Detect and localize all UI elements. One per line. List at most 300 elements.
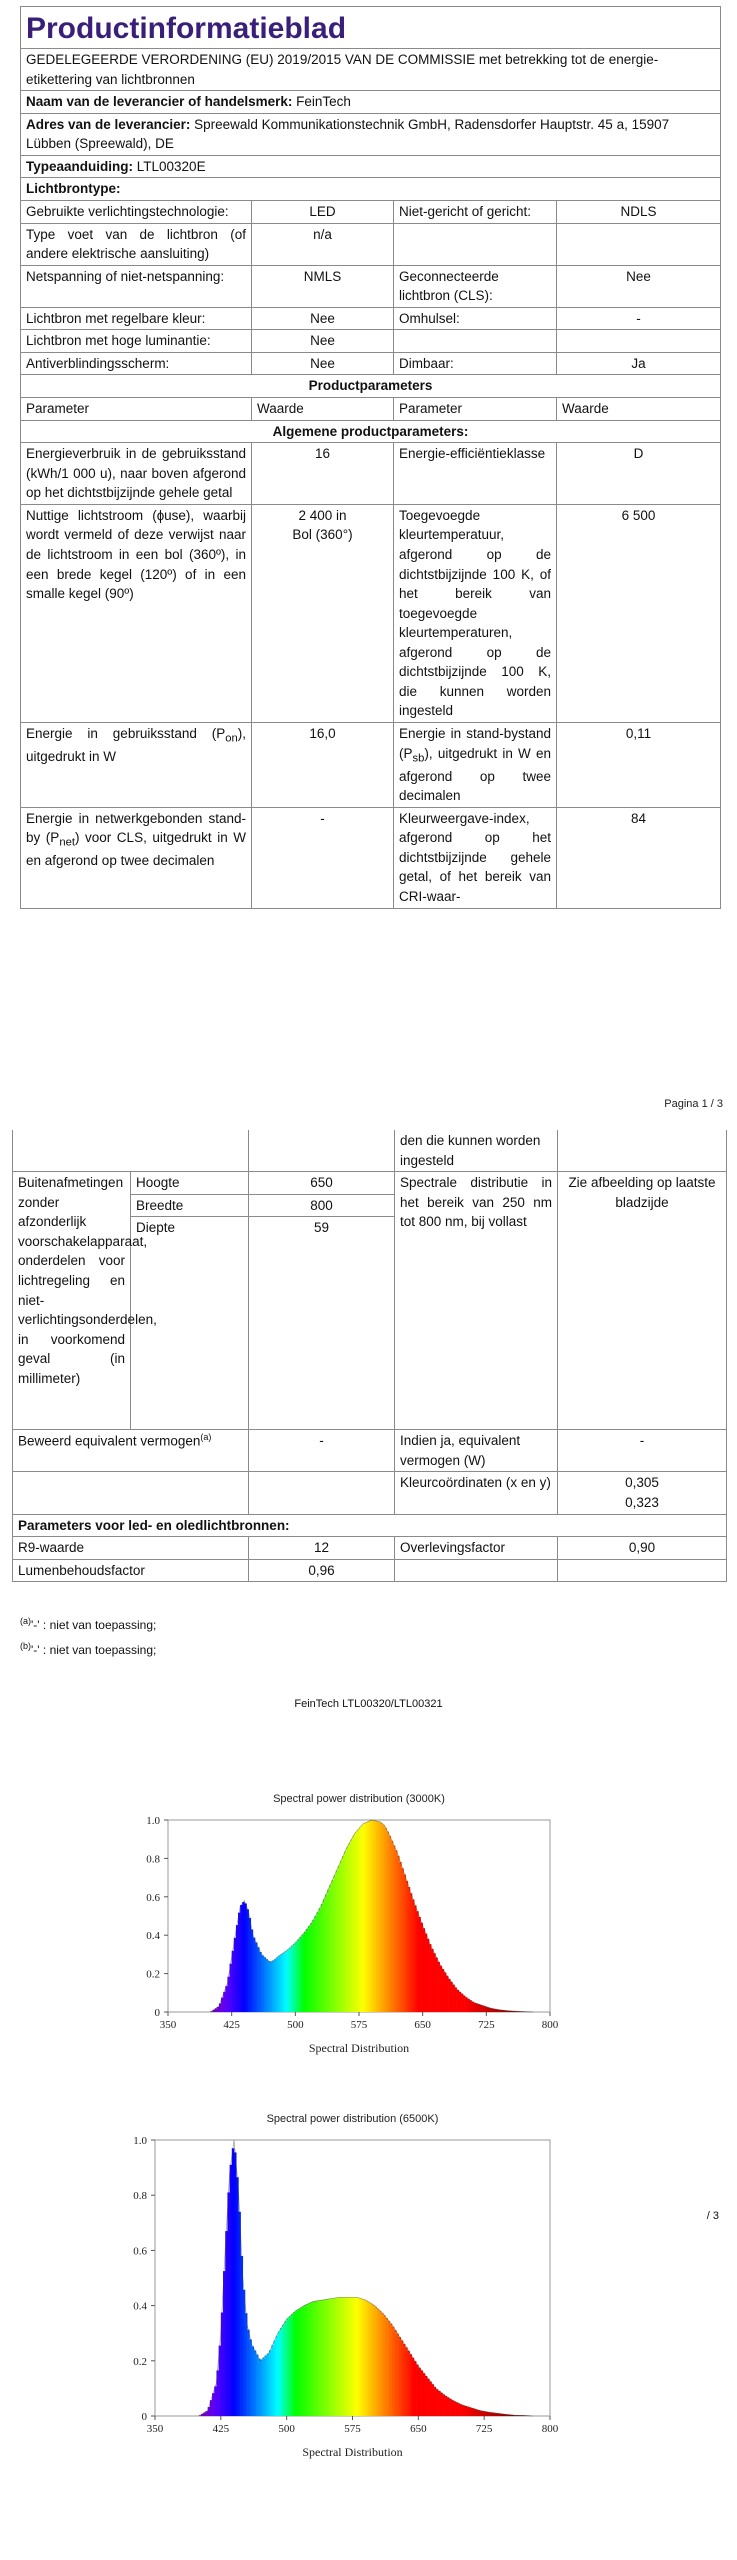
spectrum-bar — [258, 2359, 260, 2416]
spectrum-bar — [353, 1835, 355, 2012]
empty-cell — [395, 1559, 558, 1582]
survival-value: 0,90 — [558, 1537, 727, 1560]
chroma-x: 0,305 — [625, 1475, 659, 1491]
spectrum-bar — [302, 2306, 304, 2416]
hlls-label: Lichtbron met hoge luminantie: — [21, 330, 252, 353]
spectrum-bar — [446, 1976, 448, 2012]
spectrum-bar — [381, 2313, 383, 2416]
spectrum-bar — [261, 1955, 263, 2012]
spectrum-bar — [374, 2307, 376, 2416]
spectrum-bar — [337, 2297, 339, 2416]
spectrum-bar — [236, 2177, 238, 2416]
spectrum-bar — [469, 2000, 471, 2012]
x-tick-label: 650 — [414, 2019, 431, 2031]
product-params-heading: Productparameters — [21, 375, 721, 398]
spectrum-bar — [329, 1885, 331, 2012]
energy-label: Energieverbruik in de gebruiksstand (kWh/1 000 u), naar boven afgerond op het dichtstbijzijnde gehele getal — [21, 443, 252, 505]
spectrum-bar — [317, 2301, 319, 2416]
spectrum-bar — [320, 2300, 322, 2416]
spectrum-bar — [397, 1856, 399, 2012]
chroma-value — [558, 1472, 727, 1514]
nondir-value: NDLS — [557, 200, 721, 223]
y-tick-label: 0 — [154, 2007, 160, 2019]
spectrum-bar — [327, 1890, 329, 2012]
spectrum-bar — [458, 2403, 460, 2416]
spectrum-bar — [315, 2301, 317, 2416]
nondir-label: Niet-gericht of gericht: — [394, 200, 557, 223]
spectrum-bar — [392, 2327, 394, 2416]
envelope-value: - — [557, 307, 721, 330]
cri-value: 84 — [557, 807, 721, 908]
spectrum-bar — [234, 1938, 236, 2012]
height-value: 650 — [249, 1172, 395, 1195]
dim-value: Ja — [557, 352, 721, 375]
light-source-type-heading: Lichtbrontype: — [21, 178, 721, 201]
spectrum-bar — [425, 2376, 427, 2416]
spd-label: Spectrale distributie in het bereik van 250 nm tot 800 nm, bij vollast — [395, 1172, 558, 1430]
spectrum-bar — [298, 2309, 300, 2416]
empty-cell — [13, 1130, 249, 1172]
spectrum-bar — [359, 2298, 361, 2416]
product-info-table-2 — [12, 1130, 727, 1582]
psb-value: 0,11 — [557, 723, 721, 808]
spectrum-bar — [308, 1926, 310, 2012]
spectrum-bar — [469, 2407, 471, 2416]
spectrum-bar — [473, 2409, 475, 2416]
spectrum-bar — [355, 2297, 357, 2416]
spectrum-bar — [431, 1949, 433, 2012]
spectrum-bar — [379, 2311, 381, 2416]
spectrum-bar — [363, 1823, 365, 2012]
spectrum-bar — [433, 1953, 435, 2012]
spectrum-bar — [459, 1992, 461, 2012]
spectrum-bar — [313, 2301, 315, 2416]
spectrum-bar — [370, 1820, 372, 2012]
x-tick-label: 500 — [287, 2019, 304, 2031]
lumen-label: Lumenbehoudsfactor — [13, 1559, 249, 1582]
x-tick-label: 650 — [410, 2423, 427, 2435]
chroma-label: Kleurcoördinaten (x en y) — [395, 1472, 558, 1514]
spectrum-bar — [448, 1979, 450, 2012]
spectrum-bar — [249, 1918, 251, 2012]
flux-label: Nuttige lichtstroom (ɸuse), waarbij wordt vermeld of deze verwijst naar de lichtstroom in een bol (360º), in een brede kegel (120º) of in een smalle kegel (90º) — [21, 504, 252, 722]
spectrum-bar — [336, 1870, 338, 2012]
col-param-header: Parameter — [21, 398, 252, 421]
spectrum-bar — [471, 2408, 473, 2416]
spectrum-bar — [245, 2313, 247, 2416]
x-tick-label: 425 — [212, 2423, 230, 2435]
spectrum-bar — [427, 2379, 429, 2416]
x-axis-label: Spectral Distribution — [308, 2041, 410, 2055]
spectrum-bar — [414, 2361, 416, 2416]
spectrum-bar — [355, 1832, 357, 2012]
spectrum-bar — [391, 1841, 393, 2012]
y-tick-label: 0.4 — [133, 2300, 147, 2313]
spectrum-bar — [276, 2336, 278, 2416]
spectrum-bar — [449, 2399, 451, 2416]
spectrum-bar — [486, 2412, 488, 2416]
survival-label: Overlevingsfactor — [395, 1537, 558, 1560]
spectrum-bar — [238, 2212, 240, 2416]
spectrum-bar — [271, 2345, 273, 2416]
spectrum-bar — [306, 2304, 308, 2416]
spectrum-bar — [491, 2413, 493, 2416]
spectrum-bar — [440, 1966, 442, 2012]
spectrum-bar — [366, 2301, 368, 2416]
spectrum-bar — [344, 1851, 346, 2012]
spectrum-bar — [346, 1847, 348, 2012]
col-param-header: Parameter — [394, 398, 557, 421]
spectrum-bar — [463, 1996, 465, 2012]
spectrum-bar — [442, 2394, 444, 2416]
spectrum-bar — [418, 1917, 420, 2012]
spectrum-bar — [284, 2321, 286, 2416]
spectrum-bar — [238, 1913, 240, 2012]
spectrum-bar — [280, 2328, 282, 2416]
spectrum-bar — [223, 1992, 225, 2012]
side-page-marker: / 3 — [706, 2210, 719, 2222]
spectrum-bar — [289, 1948, 291, 2012]
y-tick-label: 0.6 — [133, 2245, 147, 2258]
x-tick-label: 500 — [278, 2423, 295, 2435]
spectrum-bar — [438, 1962, 440, 2012]
spectrum-bar — [464, 2406, 466, 2416]
spectrum-bar — [376, 1821, 378, 2012]
spectrum-bar — [264, 1957, 266, 2012]
spectrum-bar — [287, 2318, 289, 2416]
spectrum-bar — [346, 2297, 348, 2416]
x-tick-label: 425 — [223, 2019, 240, 2031]
hlls-value: Nee — [252, 330, 394, 353]
spectrum-bar — [465, 1997, 467, 2012]
spectrum-bar — [291, 2314, 293, 2416]
col-value-header: Waarde — [252, 398, 394, 421]
spectrum-bar — [249, 2339, 251, 2416]
spectrum-bar — [453, 2401, 455, 2416]
spectrum-bar — [450, 1982, 452, 2012]
spectrum-bar — [331, 2299, 333, 2416]
spectrum-bar — [272, 1961, 274, 2012]
spectrum-bar — [278, 1956, 280, 2012]
empty-cell — [558, 1130, 727, 1172]
model-value: LTL00320E — [136, 158, 206, 174]
cls-value: Nee — [557, 265, 721, 307]
spectrum-bar — [309, 2303, 311, 2416]
width-value: 800 — [249, 1194, 395, 1217]
spectrum-bar — [471, 2002, 473, 2012]
spectrum-bar — [326, 2299, 328, 2416]
cri-label-cont: den die kunnen worden ingesteld — [395, 1130, 558, 1172]
spectrum-bar — [340, 1861, 342, 2012]
spectrum-bar — [478, 2004, 480, 2012]
spectrum-bar — [435, 1958, 437, 2012]
depth-label: Diepte — [131, 1217, 249, 1430]
lumen-value: 0,96 — [249, 1559, 395, 1582]
spectrum-bar — [232, 1951, 234, 2012]
product-info-table-1 — [20, 6, 721, 909]
spectrum-bar — [406, 1881, 408, 2012]
spectrum-bar — [378, 1822, 380, 2012]
spectrum-bar — [321, 1904, 323, 2012]
spectrum-bar — [414, 1905, 416, 2012]
supplier-address-value: Spreewald Kommunikationstechnik GmbH, Radensdorfer Hauptstr. 45 a, 15907 Lübben (Spreewald), DE — [26, 116, 670, 152]
y-tick-label: 0.2 — [146, 1968, 160, 1981]
spectrum-bar — [423, 1928, 425, 2012]
spectrum-bar — [412, 2358, 414, 2416]
r9-value: 12 — [249, 1537, 395, 1560]
spectrum-bar — [230, 1964, 232, 2012]
spectrum-bar — [247, 2330, 249, 2416]
spectrum-bar — [401, 1868, 403, 2012]
spectrum-bar — [363, 2300, 365, 2416]
x-tick-label: 350 — [159, 2019, 177, 2031]
x-axis-label: Spectral Distribution — [302, 2445, 403, 2459]
spectrum-bar — [335, 2298, 337, 2416]
model-caption: FeinTech LTL00320/LTL00321 — [294, 1698, 443, 1710]
spectrum-bar — [342, 2297, 344, 2416]
spectrum-bar — [319, 1908, 321, 2012]
x-tick-label: 725 — [478, 2019, 495, 2031]
class-value: D — [557, 443, 721, 505]
spectrum-bar — [254, 2350, 256, 2416]
energy-value: 16 — [252, 443, 394, 505]
spectrum-bar — [338, 1866, 340, 2012]
supplier-address-row — [21, 113, 721, 155]
spectrum-bar — [251, 1929, 253, 2012]
y-tick-label: 0.6 — [146, 1891, 160, 1904]
spectrum-bar — [278, 2331, 280, 2416]
spectrum-bar — [256, 2355, 258, 2416]
spectrum-bar — [331, 1880, 333, 2012]
spectrum-bar — [461, 1994, 463, 2012]
spectrum-bar — [382, 1825, 384, 2012]
spectrum-bar — [462, 2405, 464, 2416]
spectrum-bar — [421, 2370, 423, 2416]
spectrum-bar — [445, 2396, 447, 2416]
spectrum-bar — [380, 1823, 382, 2012]
equiv-value: - — [249, 1430, 395, 1472]
mains-value: NMLS — [252, 265, 394, 307]
spectrum-bar — [255, 1942, 257, 2012]
spectrum-bar — [436, 2389, 438, 2416]
pon-value: 16,0 — [252, 723, 394, 808]
spectrum-bar — [444, 1972, 446, 2012]
spectrum-bar — [322, 2300, 324, 2416]
spd-chart-6500k — [117, 2110, 587, 2470]
spectrum-bar — [387, 1832, 389, 2012]
page-2 — [0, 1130, 737, 2560]
height-label: Hoogte — [131, 1172, 249, 1195]
spectrum-bar — [214, 2386, 216, 2416]
spectrum-bar — [407, 2351, 409, 2416]
spectrum-bar — [423, 2373, 425, 2416]
spectrum-bar — [306, 1929, 308, 2012]
spectrum-bar — [383, 2315, 385, 2416]
spectrum-bar — [457, 1990, 459, 2012]
footnote-a: $^{(a)}$'-' : niet van toepassing; — [20, 1616, 157, 1632]
spectrum-bar — [372, 2305, 374, 2416]
spectrum-bar — [311, 2302, 313, 2416]
empty-cell — [558, 1559, 727, 1582]
spectrum-bar — [304, 1932, 306, 2012]
spectrum-bar — [230, 2165, 232, 2416]
spectrum-bar — [302, 1934, 304, 2012]
spectrum-bar — [310, 1923, 312, 2012]
spectrum-bar — [267, 2354, 269, 2416]
x-tick-label: 725 — [475, 2423, 493, 2435]
spectrum-bar — [476, 2003, 478, 2012]
spectrum-bar — [325, 1894, 327, 2012]
spectrum-bar — [312, 1920, 314, 2012]
x-tick-label: 800 — [541, 2423, 559, 2435]
x-tick-label: 800 — [541, 2019, 559, 2031]
regulation-text: GEDELEGEERDE VERORDENING (EU) 2019/2015 VAN DE COMMISSIE met betrekking tot de energie-etikettering van lichtbronnen — [21, 49, 721, 91]
spectrum-bar — [274, 2340, 276, 2416]
spectrum-bar — [285, 1951, 287, 2012]
supplier-name-value: FeinTech — [296, 94, 351, 110]
spectrum-bar — [257, 1947, 259, 2012]
spectrum-bar — [276, 1957, 278, 2012]
spectrum-bar — [399, 1862, 401, 2012]
spectrum-bar — [287, 1950, 289, 2012]
empty-cell — [394, 223, 557, 265]
colour-value: Nee — [252, 307, 394, 330]
spectrum-bar — [283, 1953, 285, 2012]
cct-value: 6 500 — [557, 504, 721, 722]
spectrum-bar — [236, 1925, 238, 2012]
supplier-name-row — [21, 91, 721, 114]
model-row — [21, 155, 721, 178]
equiv-label: Beweerd equivalent vermogen$^{(a)}$ — [13, 1430, 249, 1472]
spectrum-bar — [361, 1825, 363, 2012]
spectrum-bar — [314, 1916, 316, 2012]
spectrum-bar — [421, 1923, 423, 2012]
cap-label: Type voet van de lichtbron (of andere elektrische aansluiting) — [21, 223, 252, 265]
spectrum-bar — [323, 1899, 325, 2012]
spectrum-bar — [480, 2005, 482, 2012]
spectrum-bar — [388, 2321, 390, 2416]
dimensions-label: Buitenafmetingen zonder afzonderlijk voorschakelapparaat, onderdelen voor lichtregeling en niet-verlichtingsonderdelen, in voorkomend geval (in millimeter) — [13, 1172, 131, 1430]
spectrum-bar — [342, 1856, 344, 2012]
spectrum-bar — [304, 2305, 306, 2416]
spectrum-bar — [333, 2298, 335, 2416]
empty-cell — [13, 1472, 249, 1514]
class-label: Energie-efficiëntieklasse — [394, 443, 557, 505]
spd-chart-3000k — [130, 1790, 590, 2060]
spectrum-bar — [300, 1937, 302, 2012]
spectrum-bar — [377, 2309, 379, 2416]
spectrum-bar — [361, 2299, 363, 2416]
spectrum-bar — [480, 2411, 482, 2416]
spectrum-bar — [269, 2350, 271, 2416]
spectrum-bar — [482, 2006, 484, 2012]
spectrum-bar — [429, 2382, 431, 2417]
tech-label: Gebruikte verlichtingstechnologie: — [21, 200, 252, 223]
spectrum-bar — [357, 2298, 359, 2416]
spectrum-bar — [478, 2410, 480, 2416]
spectrum-bar — [350, 2297, 352, 2416]
y-tick-label: 1.0 — [133, 2135, 147, 2147]
spectrum-bar — [385, 2318, 387, 2416]
spectrum-bar — [291, 1946, 293, 2012]
model-label: Typeaanduiding: — [26, 158, 133, 174]
spectrum-bar — [390, 2324, 392, 2416]
y-tick-label: 0.4 — [146, 1930, 160, 1943]
spectrum-bar — [405, 2347, 407, 2416]
spectrum-bar — [384, 1828, 386, 2012]
spectrum-bar — [395, 1850, 397, 2012]
spectrum-bar — [243, 2290, 245, 2416]
spectrum-bar — [280, 1954, 282, 2012]
spectrum-bar — [348, 2297, 350, 2416]
pnet-label: Energie in netwerkgebonden stand-by $(P_{net})$ voor CLS, uitgedrukt in W en afgerond op twee decimalen — [21, 807, 252, 908]
spectrum-bar — [404, 1874, 406, 2012]
equiv-w-value: - — [558, 1430, 727, 1472]
chart-title: Spectral power distribution (3000K) — [273, 1793, 445, 1805]
spectrum-bar — [232, 2148, 234, 2416]
y-tick-label: 0.8 — [146, 1853, 160, 1866]
spd-value: Zie afbeelding op laatste bladzijde — [558, 1172, 727, 1430]
pon-label: Energie in gebruiksstand $(P_{on})$, uitgedrukt in W — [21, 723, 252, 808]
chroma-y: 0,323 — [625, 1494, 659, 1510]
spectrum-bar — [270, 1962, 272, 2012]
spectrum-bar — [353, 2297, 355, 2416]
spectrum-bar — [429, 1944, 431, 2012]
spectrum-bar — [432, 2384, 434, 2416]
spectrum-bar — [403, 2344, 405, 2416]
spectrum-bar — [418, 2368, 420, 2416]
x-tick-label: 575 — [350, 2019, 368, 2031]
spectrum-bar — [334, 1875, 336, 2012]
spectrum-bar — [493, 2413, 495, 2416]
spectrum-bar — [372, 1820, 374, 2012]
spectrum-bar — [370, 2304, 372, 2416]
spectrum-bar — [357, 1830, 359, 2012]
empty-cell — [249, 1130, 395, 1172]
spectrum-bar — [344, 2297, 346, 2416]
led-params-heading: Parameters voor led- en oledlichtbronnen: — [13, 1514, 727, 1537]
spectrum-bar — [242, 1902, 244, 2012]
spectrum-bar — [474, 2003, 476, 2012]
x-tick-label: 350 — [146, 2423, 164, 2435]
spectrum-bar — [440, 2393, 442, 2416]
spectrum-bar — [348, 1843, 350, 2012]
spectrum-bar — [244, 1904, 246, 2012]
spectrum-bar — [410, 2354, 412, 2416]
spectrum-bar — [234, 2152, 236, 2416]
spectrum-bar — [396, 2334, 398, 2416]
tech-value: LED — [252, 200, 394, 223]
spectrum-bar — [456, 2402, 458, 2416]
footnote-b: $^{(b)}$'-' : niet van toepassing; — [20, 1641, 157, 1657]
spectrum-bar — [408, 1887, 410, 2012]
y-tick-label: 1.0 — [146, 1815, 160, 1827]
glare-label: Antiverblindingsscherm: — [21, 352, 252, 375]
spectrum-bar — [300, 2308, 302, 2416]
spectrum-bar — [467, 1999, 469, 2012]
spectrum-bar — [460, 2404, 462, 2416]
width-label: Breedte — [131, 1194, 249, 1217]
spectrum-bar — [289, 2316, 291, 2416]
flux-value-shape: Bol (360°) — [292, 527, 353, 543]
spectrum-bar — [486, 2007, 488, 2012]
spectrum-bar — [227, 2192, 229, 2416]
chart-title: Spectral power distribution (6500K) — [266, 2113, 439, 2125]
flux-value — [252, 504, 394, 722]
empty-cell — [557, 223, 721, 265]
spectrum-bar — [425, 1934, 427, 2012]
cct-label: Toegevoegde kleurtemperatuur, afgerond op de dichtstbijzijnde 100 K, of het bereik van toegevoegde kleurtemperaturen, afgerond op de dichtstbijzijnde 100 K, die kunnen worden ingesteld — [394, 504, 557, 722]
